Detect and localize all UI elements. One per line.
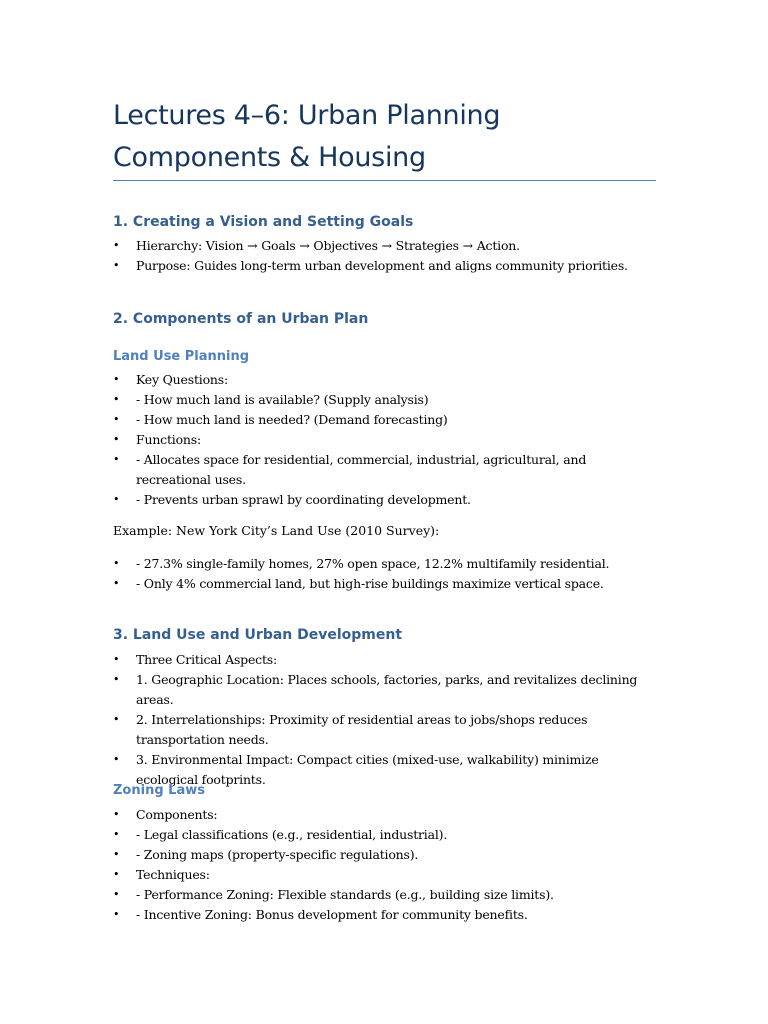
- list-item: • 1. Geographic Location: Places schools, factories, parks, and revitalizes declining areas.: [113, 672, 638, 707]
- zoning-laws-bullet-list: [113, 805, 656, 925]
- bullet-icon: •: [113, 888, 120, 901]
- list-item: • - 27.3% single-family homes, 27% open space, 12.2% multifamily residential.: [113, 554, 656, 574]
- list-item: • Key Questions:: [113, 370, 656, 390]
- bullet-icon: •: [113, 239, 120, 252]
- bullet-icon: •: [113, 673, 120, 686]
- list-item: • - How much land is needed? (Demand forecasting): [113, 410, 656, 430]
- bullet-icon: •: [113, 453, 120, 466]
- list-item: • - Only 4% commercial land, but high-rise buildings maximize vertical space.: [113, 574, 656, 594]
- land-use-planning-subheading: Land Use Planning: [113, 349, 250, 364]
- bullet-icon: •: [113, 808, 120, 821]
- list-item: • - How much land is available? (Supply analysis): [113, 390, 656, 410]
- list-item: • 2. Interrelationships: Proximity of residential areas to jobs/shops reduces transportation needs.: [113, 712, 588, 747]
- bullet-icon: •: [113, 413, 120, 426]
- list-item: • - Incentive Zoning: Bonus development for community benefits.: [113, 905, 656, 925]
- title-divider: [113, 180, 656, 181]
- bullet-icon: •: [113, 557, 120, 570]
- bullet-icon: •: [113, 908, 120, 921]
- document-title: [113, 95, 673, 179]
- bullet-icon: •: [113, 259, 120, 272]
- list-item: • Techniques:: [113, 865, 656, 885]
- title-line-1: Lectures 4–6: Urban Planning: [113, 100, 501, 131]
- bullet-icon: •: [113, 713, 120, 726]
- list-item: • - Zoning maps (property-specific regulations).: [113, 845, 656, 865]
- bullet-icon: •: [113, 828, 120, 841]
- bullet-icon: •: [113, 393, 120, 406]
- section-1-bullet-list: [113, 236, 656, 276]
- title-line-2: Components & Housing: [113, 142, 426, 173]
- nyc-example-text: Example: New York City’s Land Use (2010 Survey):: [113, 523, 440, 538]
- section-1-heading: 1. Creating a Vision and Setting Goals: [113, 214, 414, 230]
- list-item: • Components:: [113, 805, 656, 825]
- section-2-heading: 2. Components of an Urban Plan: [113, 311, 369, 327]
- list-item: • - Prevents urban sprawl by coordinating development.: [113, 490, 656, 510]
- list-item: • Functions:: [113, 430, 656, 450]
- list-item: • - Legal classifications (e.g., residential, industrial).: [113, 825, 656, 845]
- list-item: • Three Critical Aspects:: [113, 650, 656, 670]
- section-3-bullet-list: [113, 650, 656, 790]
- list-item: • - Allocates space for residential, commercial, industrial, agricultural, and recreational uses.: [113, 452, 587, 487]
- list-item: • Hierarchy: Vision → Goals → Objectives → Strategies → Action.: [113, 236, 656, 256]
- list-item: • - Performance Zoning: Flexible standards (e.g., building size limits).: [113, 885, 656, 905]
- bullet-icon: •: [113, 493, 120, 506]
- nyc-example-bullet-list: [113, 554, 656, 594]
- bullet-icon: •: [113, 373, 120, 386]
- bullet-icon: •: [113, 753, 120, 766]
- section-3-heading: 3. Land Use and Urban Development: [113, 627, 403, 643]
- list-item: • Purpose: Guides long-term urban development and aligns community priorities.: [113, 256, 656, 276]
- bullet-icon: •: [113, 433, 120, 446]
- land-use-bullet-list: [113, 370, 656, 510]
- zoning-laws-subheading: Zoning Laws: [113, 783, 205, 798]
- bullet-icon: •: [113, 848, 120, 861]
- bullet-icon: •: [113, 868, 120, 881]
- bullet-icon: •: [113, 653, 120, 666]
- bullet-icon: •: [113, 577, 120, 590]
- list-item: • 3. Environmental Impact: Compact cities (mixed-use, walkability) minimize ecological footprints.: [113, 752, 599, 787]
